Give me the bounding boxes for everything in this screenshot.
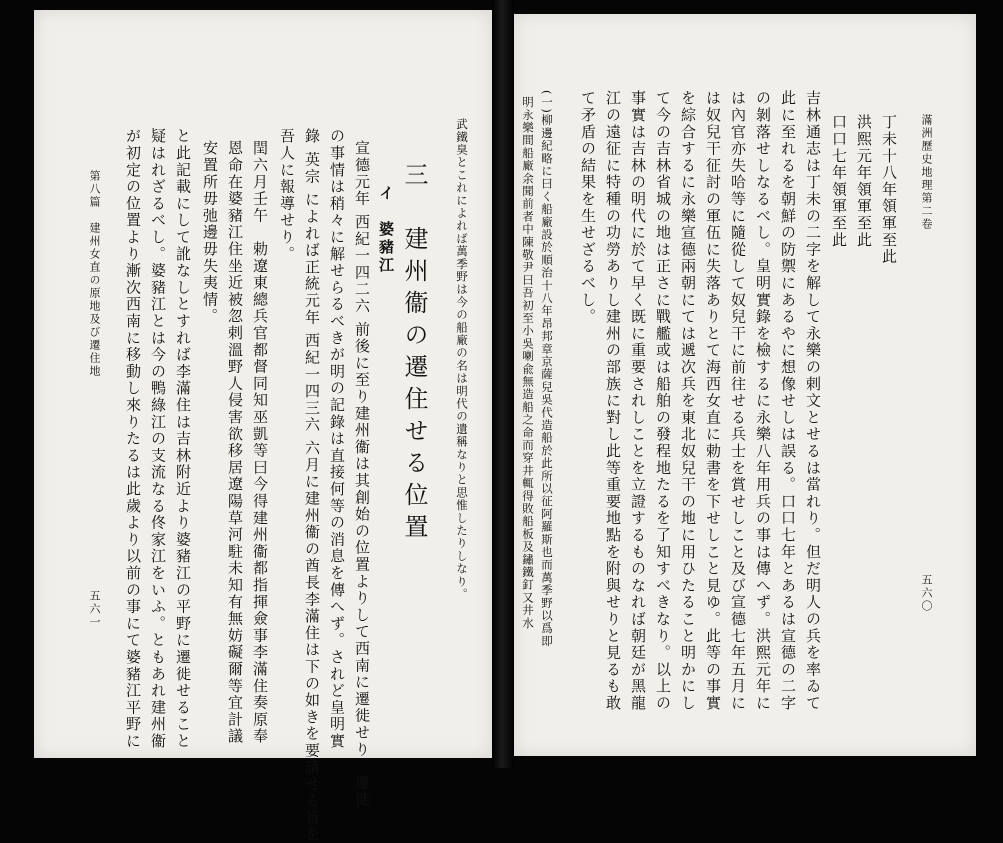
note-line: (一)柳邊紀略に曰く船廠設於順治十八年昂邦章京薩兒吳代造船於此所以征阿羅斯也而萬季野以爲即 xyxy=(540,90,554,648)
body-line: 事實は吉林の明代に於て早く既に重要されしことを立證するものなれば朝廷が黑龍 xyxy=(629,90,647,712)
body-line: を綜合するに永樂宣德兩朝にては遞次兵を東北奴兒干の地に用ひたること明かにし xyxy=(679,90,697,712)
subsection-title: イ 婆豬江 xyxy=(377,185,395,275)
note-line: 明永樂間船廠余聞前者中陳敬尹曰吾初至小吳喇兪無造船之命而穿井輒得敗船板及鏽鐵釘又井水 xyxy=(521,96,535,630)
page-number-left: 五六一 xyxy=(88,590,101,629)
page-number-right: 五六〇 xyxy=(920,574,933,613)
body-line: 此に至れるを朝鮮の防禦にあるやに想像せしは誤る。口口七年とあるは宣德の二字 xyxy=(779,90,797,712)
quote-line: 洪熙元年領軍至此 xyxy=(855,114,873,249)
body-line: 錄 英宗 によれば正統元年 西紀一四三六 六月に建州衞の酋長李滿住は下の如きを要請せる旨を xyxy=(303,128,321,843)
quote-line: 口口七年領軍至此 xyxy=(830,114,848,249)
left-page xyxy=(34,10,492,843)
quote-line: 丁未十八年領軍至此 xyxy=(880,114,898,266)
book-spine xyxy=(492,0,514,768)
running-header: 滿洲歷史地理第二卷 xyxy=(920,114,933,231)
body-line: 吾人に報導せり。 xyxy=(278,128,296,263)
body-line: て今の吉林省城の地は正さに戰艦或は船舶の發程地たるを了知すべきなり。以上の xyxy=(654,90,672,712)
body-line: 江の遠征に特種の功勞ありし建州の部族に對し此等重要地點を附與せりと見るも敢 xyxy=(604,90,622,712)
body-line: て矛盾の結果を生せざるべし。 xyxy=(579,90,597,326)
quote-line: 安置所毋弛邊毋失夷情。 xyxy=(201,140,219,325)
body-line: の事情は稍々に解せらるべきが明の記錄は直接何等の消息を傳へず。されど皇明實 xyxy=(328,128,346,750)
quote-line: 閏六月壬午 勅遼東總兵官都督同知巫凱等曰今得建州衞都指揮僉事李滿住奏原奉 xyxy=(251,140,269,745)
section-title: 三 建州衞の遷住せる位置 xyxy=(400,162,428,546)
note-continuation: 武鐵臭とこれによれば萬季野は今の船廠の名は明代の遺稱なりと思惟したりしなり。 xyxy=(455,118,469,601)
quote-line: 恩命在婆豬江住坐近被忽剌溫野人侵害欲移居遼陽草河駐未知有無妨礙爾等宜計議 xyxy=(226,140,244,745)
body-line: は內官亦失哈等に隨從して奴兒干に前往せる兵士を賞せしこと及び宣德七年五月に xyxy=(729,90,747,712)
body-line: 宣德元年 西紀一四二六 前後に至り建州衞は其創始の位置よりして西南に遷徙せり。遷徙 xyxy=(353,140,371,809)
body-line: の剝落せしなるべし。皇明實錄を檢するに永樂八年用兵の事は傳へず。洪熙元年に xyxy=(754,90,772,712)
body-line: 吉林通志は丁未の二字を解して永樂の剌文とせるは當れり。但だ明人の兵を率ゐて xyxy=(804,90,822,712)
body-line: は奴兒干征討の軍伍に失落ありとて海西女直に勅書を下せしこと見ゆ。此等の事實 xyxy=(704,90,722,712)
running-footer: 第八篇 建州女直の原地及び遷住地 xyxy=(88,170,101,378)
body-line: と此記載にして訛なしとすれば李滿住は吉林附近より婆豬江の平野に遷徙せること xyxy=(174,128,192,750)
body-line: が初定の位置より漸次西南に移動し來りたるは此歲より以前の事にて婆豬江平野に xyxy=(124,128,142,750)
right-page xyxy=(514,14,976,756)
body-line: 疑はれざるべし。婆豬江とは今の鴨綠江の支流なる佟家江をいふ。ともあれ建州衞 xyxy=(149,128,167,750)
